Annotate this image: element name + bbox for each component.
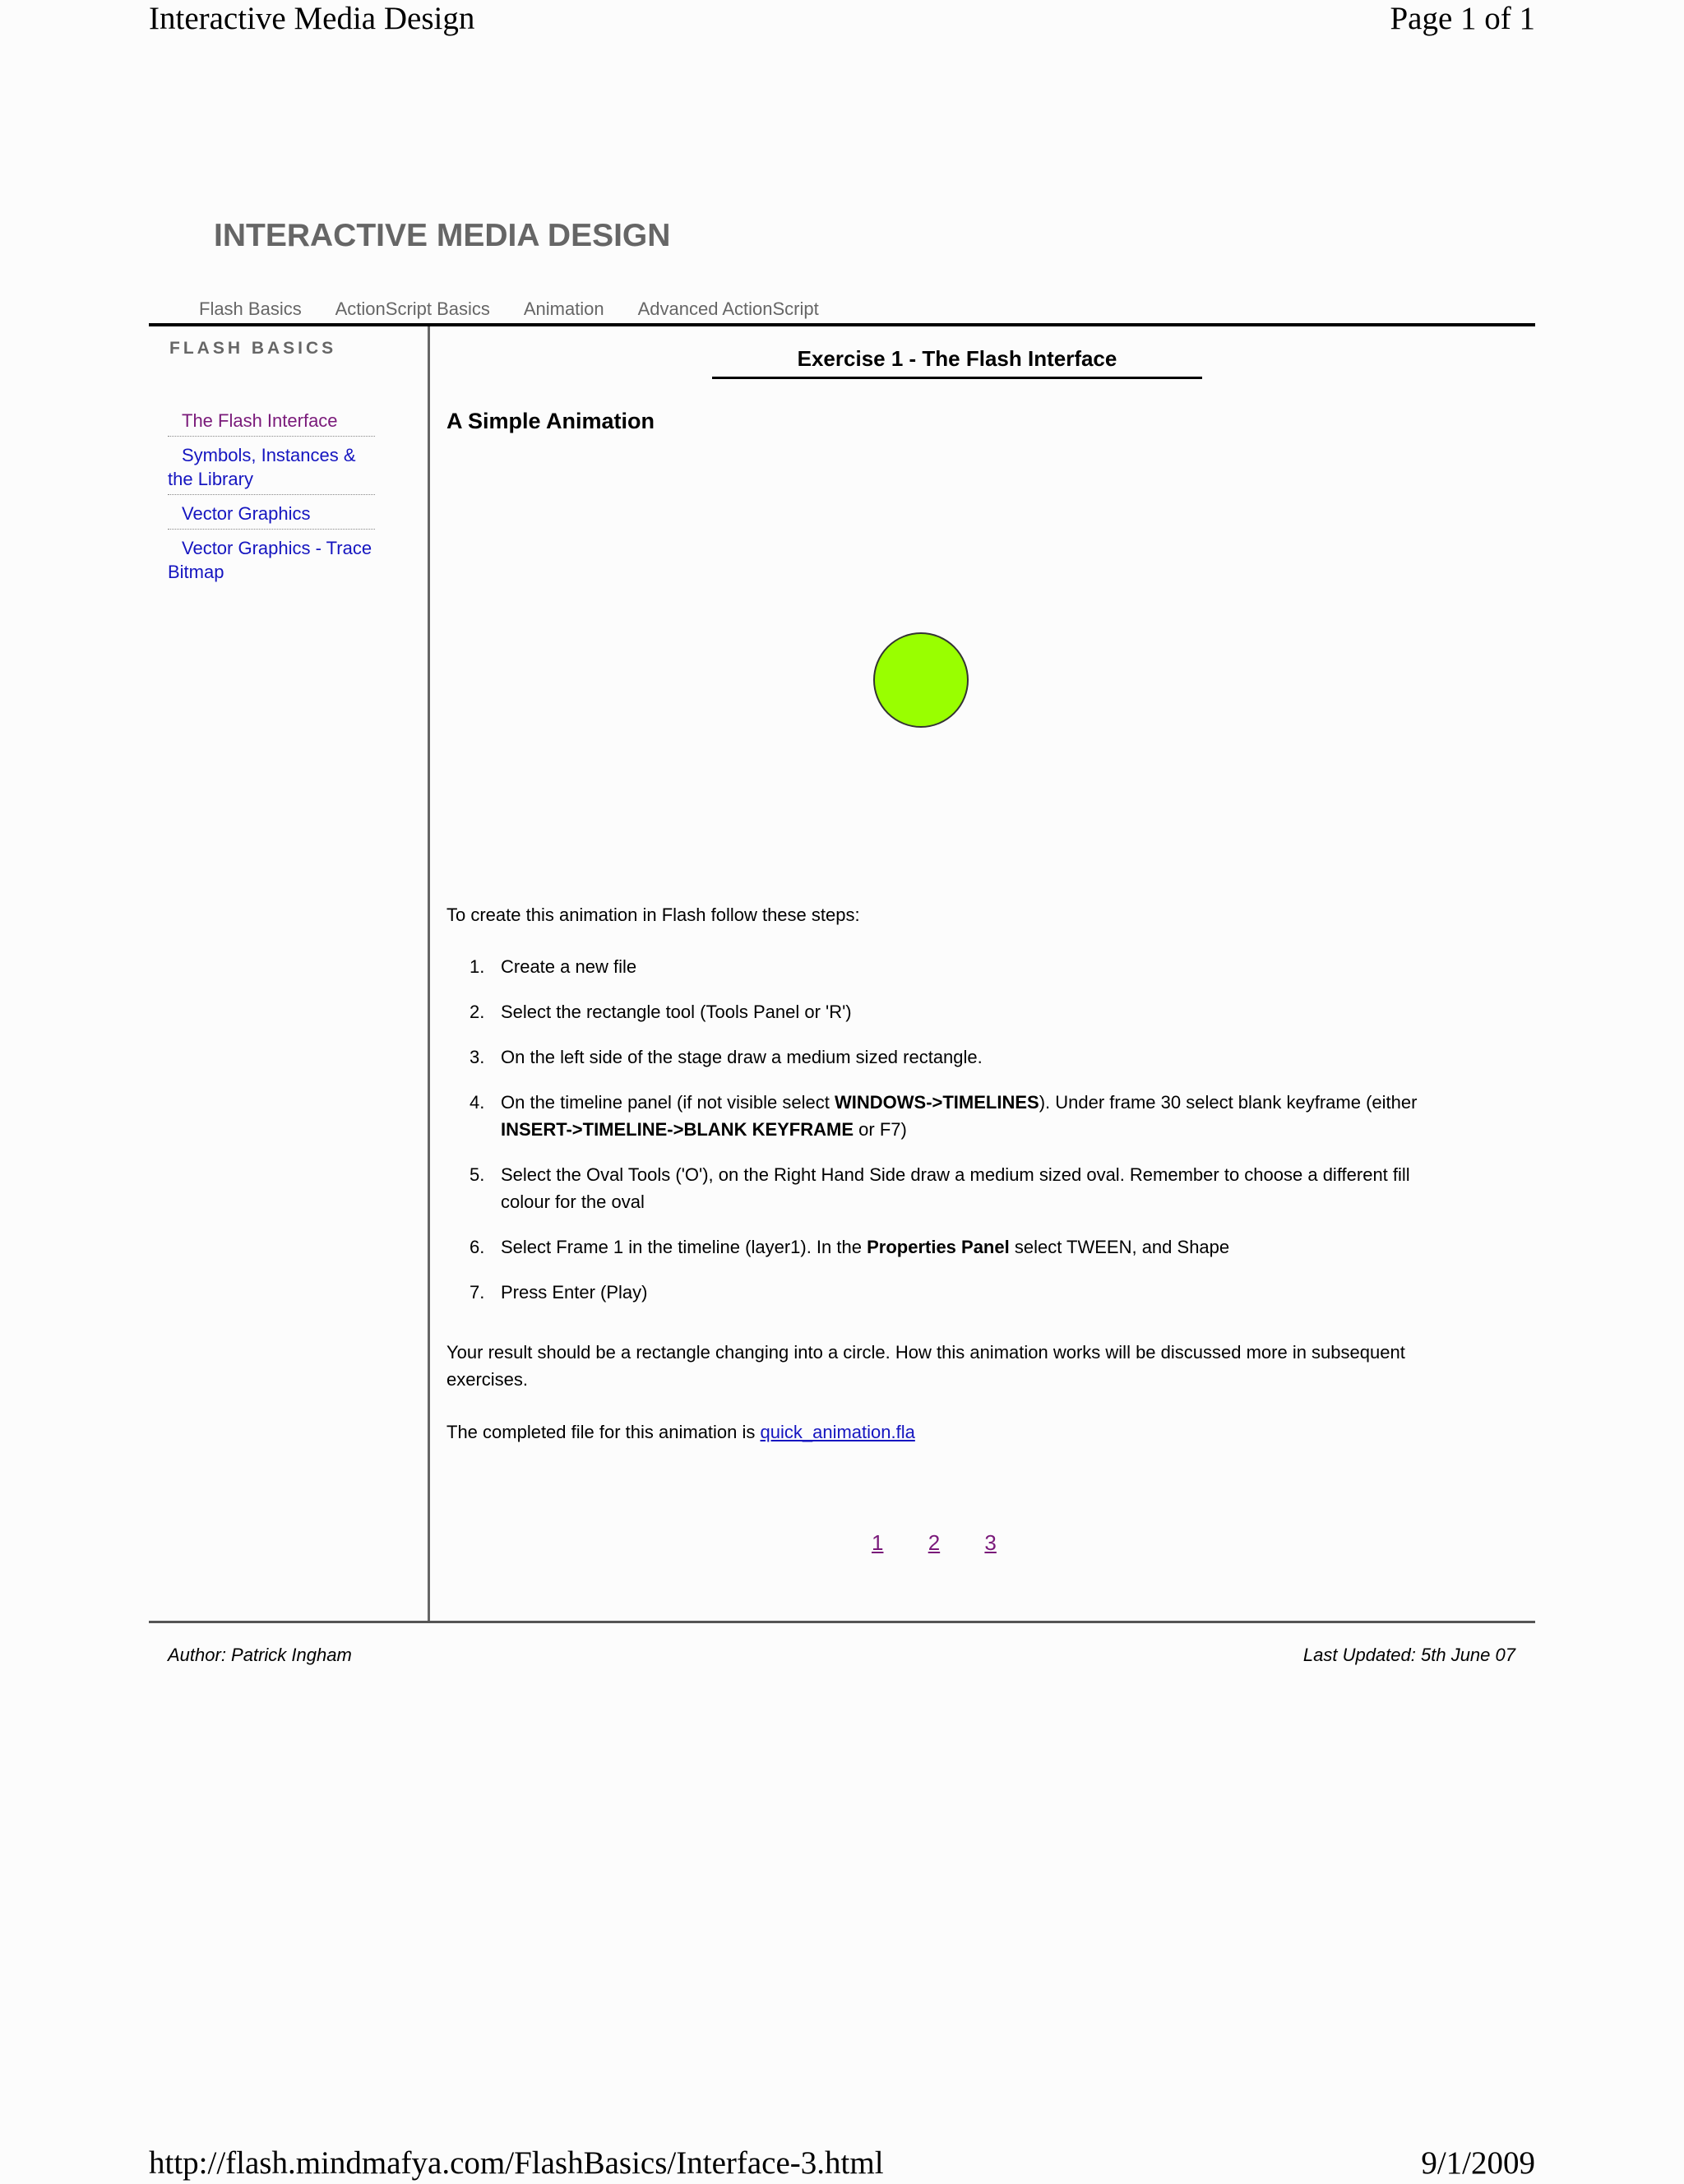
sidebar-item-trace-bitmap[interactable] [168,534,375,587]
step-item [446,998,1433,1025]
animation-stage [872,631,970,729]
sidebar-item-label[interactable]: The Flash Interface [182,410,338,431]
step-text: Select Frame 1 in the timeline (layer1). In the [501,1237,867,1257]
step-item [446,953,1433,980]
step-item [446,1043,1433,1071]
sidebar-heading: FLASH BASICS [169,339,337,358]
sidebar-item-label[interactable]: Vector Graphics - Trace Bitmap [168,538,372,582]
main-content [446,901,1433,1446]
sidebar-nav [168,407,375,592]
sidebar-item-symbols[interactable] [168,442,375,495]
nav-animation[interactable]: Animation [523,298,604,319]
step-item [446,1161,1433,1215]
step-text: ). Under frame 30 select blank keyframe (either [1039,1092,1418,1113]
section-title: A Simple Animation [446,409,655,433]
steps-list [446,953,1433,1306]
sidebar-item-label[interactable]: Symbols, Instances & the Library [168,445,356,489]
step-menu-command: INSERT->TIMELINE->BLANK KEYFRAME [501,1119,854,1140]
step-text: On the left side of the stage draw a medium sized rectangle. [501,1047,983,1067]
step-menu-command: WINDOWS->TIMELINES [834,1092,1039,1113]
step-text: Select the rectangle tool (Tools Panel or 'R') [501,1002,852,1022]
pagination [872,1530,1035,1556]
print-footer-date: 9/1/2009 [1421,2145,1535,2181]
step-text: On the timeline panel (if not visible select [501,1092,835,1113]
sidebar-item-flash-interface[interactable] [168,407,375,437]
step-text: Create a new file [501,956,637,977]
download-link[interactable]: quick_animation.fla [760,1422,915,1442]
last-updated-text: Last Updated: 5th June 07 [1302,1645,1515,1665]
intro-text: To create this animation in Flash follow these steps: [446,905,860,925]
bottom-rule [149,1621,1535,1623]
animated-circle [874,633,968,727]
step-menu-command: Properties Panel [867,1237,1010,1257]
step-number: 1. [470,956,485,977]
print-footer [149,2145,1535,2184]
sidebar-item-vector-graphics[interactable] [168,500,375,530]
step-item [446,1089,1433,1143]
exercise-title-rule [712,377,1202,379]
author-text: Author: Patrick Ingham [168,1645,352,1665]
exercise-title: Exercise 1 - The Flash Interface [797,346,1117,371]
step-number: 7. [470,1282,485,1303]
step-number: 5. [470,1164,485,1185]
print-header-page: Page 1 of 1 [1390,1,1535,36]
step-number: 4. [470,1092,485,1113]
nav-actionscript-basics[interactable]: ActionScript Basics [335,298,490,319]
step-text: Press Enter (Play) [501,1282,648,1303]
completed-prefix: The completed file for this animation is [446,1422,761,1442]
print-header [149,0,1535,39]
print-header-title: Interactive Media Design [149,1,475,36]
step-text: or F7) [854,1119,907,1140]
site-title: INTERACTIVE MEDIA DESIGN [214,218,671,253]
page-link-2[interactable]: 2 [928,1530,941,1555]
print-footer-url: http://flash.mindmafya.com/FlashBasics/Interface-3.html [149,2145,884,2181]
step-text: Select the Oval Tools ('O'), on the Right Hand Side draw a medium sized oval. Remember to choose a different fill colour for the oval [501,1164,1410,1212]
top-nav [199,298,849,320]
step-item [446,1233,1433,1261]
step-number: 6. [470,1237,485,1257]
result-text: Your result should be a rectangle changing into a circle. How this animation works will be discussed more in subsequent exercises. [446,1342,1405,1390]
page-link-1[interactable]: 1 [872,1530,884,1555]
step-item [446,1279,1433,1306]
completed-file-text [446,1418,1433,1446]
sidebar-item-label[interactable]: Vector Graphics [182,503,311,524]
nav-advanced-actionscript[interactable]: Advanced ActionScript [637,298,819,319]
nav-flash-basics[interactable]: Flash Basics [199,298,302,319]
top-rule [149,323,1535,326]
page-link-3[interactable]: 3 [984,1530,997,1555]
step-text: select TWEEN, and Shape [1009,1237,1230,1257]
column-divider [428,326,430,1621]
step-number: 3. [470,1047,485,1067]
step-number: 2. [470,1002,485,1022]
